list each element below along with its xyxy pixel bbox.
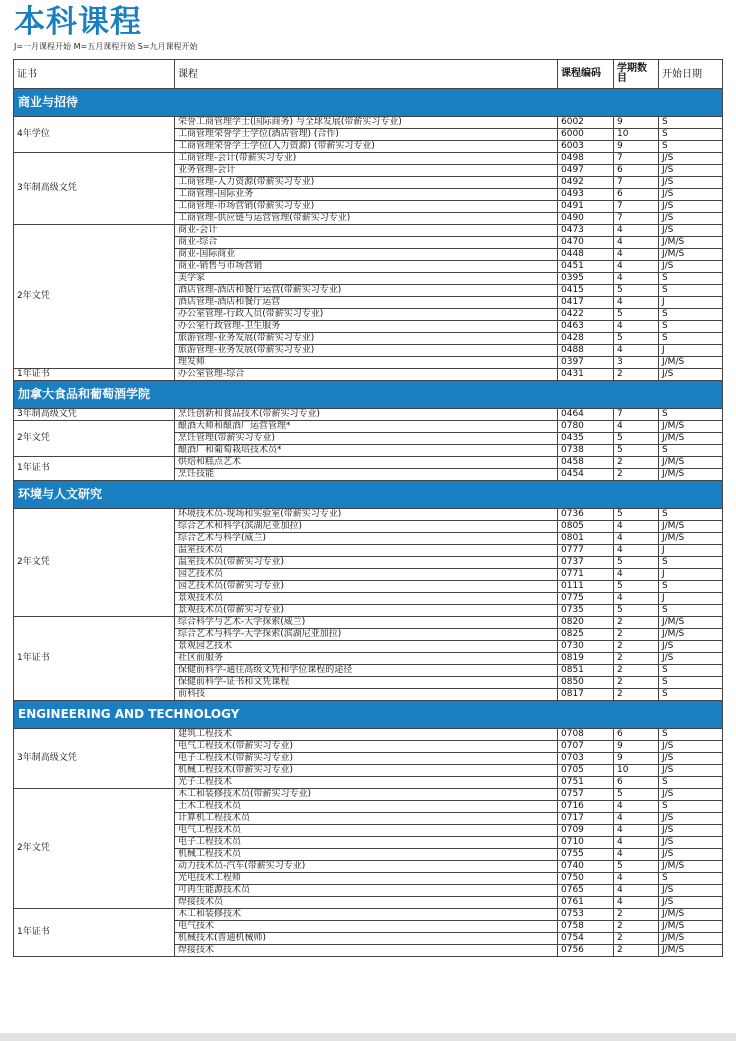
semesters-cell: 5 [614,861,659,873]
course-code-cell: 6002 [558,117,614,129]
start-date-cell: S [659,557,723,569]
credential-cell: 2年文凭 [14,509,175,617]
course-code-cell: 0740 [558,861,614,873]
header-credential: 证书 [14,60,175,89]
table-row [14,509,723,521]
course-name-cell: 可再生能源技术员 [175,885,558,897]
course-code-cell: 0435 [558,433,614,445]
section-title: 加拿大食品和葡萄酒学院 [14,381,723,409]
course-code-cell: 0825 [558,629,614,641]
course-name-cell: 前科技 [175,689,558,701]
course-code-cell: 6003 [558,141,614,153]
start-date-cell: S [659,801,723,813]
start-date-cell: S [659,777,723,789]
semesters-cell: 2 [614,909,659,921]
course-name-cell: 商业-会计 [175,225,558,237]
course-code-cell: 0705 [558,765,614,777]
course-name-cell: 办公室管理-行政人员(带薪实习专业) [175,309,558,321]
semesters-cell: 4 [614,569,659,581]
course-name-cell: 景观技术员(带薪实习专业) [175,605,558,617]
header-course: 课程 [175,60,558,89]
course-name-cell: 光电技术工程师 [175,873,558,885]
semesters-cell: 5 [614,445,659,457]
start-date-cell: J/M/S [659,421,723,433]
semesters-cell: 4 [614,225,659,237]
course-code-cell: 0709 [558,825,614,837]
semesters-cell: 7 [614,153,659,165]
course-code-cell: 0780 [558,421,614,433]
course-name-cell: 美学家 [175,273,558,285]
course-name-cell: 社区前服务 [175,653,558,665]
course-name-cell: 计算机工程技术员 [175,813,558,825]
semesters-cell: 6 [614,189,659,201]
semesters-cell: 4 [614,249,659,261]
course-code-cell: 0428 [558,333,614,345]
course-code-cell: 0754 [558,933,614,945]
semesters-cell: 6 [614,729,659,741]
semesters-cell: 4 [614,345,659,357]
course-code-cell: 0751 [558,777,614,789]
course-name-cell: 工商管理-国际业务 [175,189,558,201]
course-code-cell: 0397 [558,357,614,369]
start-date-cell: J/S [659,641,723,653]
start-date-cell: S [659,409,723,421]
semesters-cell: 4 [614,545,659,557]
semesters-cell: 2 [614,369,659,381]
course-code-cell: 0703 [558,753,614,765]
semesters-cell: 5 [614,433,659,445]
credential-cell: 3年制高级文凭 [14,409,175,421]
course-code-cell: 0431 [558,369,614,381]
course-code-cell: 0765 [558,885,614,897]
course-code-cell: 0775 [558,593,614,605]
course-name-cell: 业务管理-会计 [175,165,558,177]
start-date-cell: S [659,117,723,129]
semesters-cell: 2 [614,457,659,469]
course-code-cell: 0497 [558,165,614,177]
semesters-cell: 4 [614,521,659,533]
semesters-cell: 10 [614,129,659,141]
course-name-cell: 焊接技术 [175,945,558,957]
semesters-cell: 9 [614,753,659,765]
semesters-cell: 5 [614,789,659,801]
course-table [13,59,723,957]
start-date-cell: J [659,297,723,309]
table-row [14,369,723,381]
credential-cell: 2年文凭 [14,225,175,369]
table-row [14,457,723,469]
course-name-cell: 景观技术员 [175,593,558,605]
course-code-cell: 0454 [558,469,614,481]
course-name-cell: 商业-销售与市场营销 [175,261,558,273]
course-name-cell: 园艺技术员(带薪实习专业) [175,581,558,593]
course-code-cell: 0422 [558,309,614,321]
semesters-cell: 2 [614,677,659,689]
start-date-cell: J/S [659,153,723,165]
course-code-cell: 0735 [558,605,614,617]
start-date-cell: J [659,545,723,557]
course-code-cell: 0708 [558,729,614,741]
semesters-cell: 4 [614,897,659,909]
semesters-cell: 5 [614,309,659,321]
start-date-cell: S [659,729,723,741]
start-date-cell: S [659,689,723,701]
course-name-cell: 机械工程技术(带薪实习专业) [175,765,558,777]
credential-cell: 3年制高级文凭 [14,153,175,225]
course-name-cell: 木工和装修技术 [175,909,558,921]
course-code-cell: 0490 [558,213,614,225]
start-date-cell: J/M/S [659,357,723,369]
start-date-cell: S [659,509,723,521]
course-name-cell: 烹饪创新和食品技术(带薪实习专业) [175,409,558,421]
start-date-cell: J/M/S [659,945,723,957]
table-row [14,117,723,129]
course-code-cell: 0710 [558,837,614,849]
course-code-cell: 0817 [558,689,614,701]
course-name-cell: 焊接技术员 [175,897,558,909]
start-date-cell: J/S [659,177,723,189]
course-name-cell: 工商管理荣誉学士学位(人力资源) (带薪实习专业) [175,141,558,153]
credential-cell: 1年证书 [14,617,175,701]
start-date-cell: J/M/S [659,469,723,481]
start-date-cell: J/M/S [659,617,723,629]
course-code-cell: 0415 [558,285,614,297]
section-title: 商业与招待 [14,89,723,117]
semesters-cell: 7 [614,409,659,421]
course-name-cell: 电子工程技术员 [175,837,558,849]
table-row [14,789,723,801]
start-date-cell: J/S [659,225,723,237]
course-code-cell: 0730 [558,641,614,653]
start-date-cell: J [659,345,723,357]
course-code-cell: 0111 [558,581,614,593]
course-name-cell: 环境技术员-现场和实验室(带薪实习专业) [175,509,558,521]
table-row [14,729,723,741]
course-name-cell: 理发师 [175,357,558,369]
course-name-cell: 烘焙和糕点艺术 [175,457,558,469]
table-row [14,409,723,421]
course-name-cell: 商业-国际商业 [175,249,558,261]
course-name-cell: 综合艺术与科学(威兰) [175,533,558,545]
start-date-cell: J [659,569,723,581]
course-code-cell: 0707 [558,741,614,753]
course-name-cell: 酿酒厂和葡萄栽培技术员* [175,445,558,457]
course-name-cell: 电气技术 [175,921,558,933]
course-code-cell: 0492 [558,177,614,189]
start-date-cell: J/S [659,849,723,861]
course-code-cell: 0491 [558,201,614,213]
start-date-cell: J/S [659,789,723,801]
course-code-cell: 0851 [558,665,614,677]
semesters-cell: 7 [614,213,659,225]
course-code-cell: 0448 [558,249,614,261]
course-code-cell: 0820 [558,617,614,629]
start-date-cell: S [659,873,723,885]
course-name-cell: 保健前科学-证书和文凭课程 [175,677,558,689]
semesters-cell: 4 [614,873,659,885]
semesters-cell: 5 [614,333,659,345]
page-title: 本科课程 [14,4,142,40]
table-row [14,153,723,165]
start-date-cell: J/S [659,189,723,201]
semesters-cell: 5 [614,605,659,617]
semesters-cell: 9 [614,741,659,753]
semesters-cell: 9 [614,117,659,129]
semesters-cell: 4 [614,825,659,837]
course-code-cell: 0473 [558,225,614,237]
start-date-cell: J/M/S [659,457,723,469]
course-name-cell: 工商管理荣誉学士学位(酒店管理) (合作) [175,129,558,141]
header-course-code: 课程编码 [558,60,614,89]
start-date-cell: J/M/S [659,237,723,249]
start-date-cell: J/S [659,813,723,825]
course-name-cell: 园艺技术员 [175,569,558,581]
start-date-cell: J/S [659,897,723,909]
course-name-cell: 木工和装修技术员(带薪实习专业) [175,789,558,801]
course-code-cell: 0717 [558,813,614,825]
start-date-cell: J/S [659,885,723,897]
semesters-cell: 4 [614,237,659,249]
course-code-cell: 0819 [558,653,614,665]
course-name-cell: 光子工程技术 [175,777,558,789]
course-name-cell: 办公室管理-综合 [175,369,558,381]
semesters-cell: 4 [614,297,659,309]
start-date-cell: J/S [659,753,723,765]
semesters-cell: 2 [614,653,659,665]
course-code-cell: 0498 [558,153,614,165]
semesters-cell: 5 [614,581,659,593]
course-name-cell: 电子工程技术(带薪实习专业) [175,753,558,765]
semesters-cell: 2 [614,469,659,481]
course-name-cell: 电气工程技术员 [175,825,558,837]
semesters-cell: 4 [614,273,659,285]
course-code-cell: 0771 [558,569,614,581]
course-code-cell: 0761 [558,897,614,909]
course-name-cell: 工商管理-市场营销(带薪实习专业) [175,201,558,213]
start-date-cell: J/S [659,165,723,177]
semesters-cell: 5 [614,509,659,521]
course-name-cell: 温室技术员(带薪实习专业) [175,557,558,569]
course-code-cell: 0755 [558,849,614,861]
course-name-cell: 烹饪技能 [175,469,558,481]
credential-cell: 1年证书 [14,369,175,381]
semesters-cell: 9 [614,141,659,153]
course-code-cell: 0493 [558,189,614,201]
semesters-cell: 6 [614,777,659,789]
section-title: ENGINEERING AND TECHNOLOGY [14,701,723,729]
course-name-cell: 酒店管理-酒店和餐厅运营 [175,297,558,309]
start-date-cell: S [659,321,723,333]
section-header-row [14,701,723,729]
course-code-cell: 0417 [558,297,614,309]
semesters-cell: 2 [614,665,659,677]
course-name-cell: 景观园艺技术 [175,641,558,653]
course-name-cell: 工商管理-会计(带薪实习专业) [175,153,558,165]
start-date-cell: S [659,677,723,689]
start-date-cell: J/S [659,765,723,777]
table-row [14,617,723,629]
start-date-cell: S [659,129,723,141]
course-code-cell: 0801 [558,533,614,545]
section-header-row [14,89,723,117]
credential-cell: 2年文凭 [14,789,175,909]
semesters-cell: 2 [614,641,659,653]
course-code-cell: 0458 [558,457,614,469]
semesters-cell: 7 [614,177,659,189]
semesters-cell: 4 [614,421,659,433]
section-header-row [14,481,723,509]
semesters-cell: 2 [614,629,659,641]
course-code-cell: 0470 [558,237,614,249]
header-semesters: 学期数目 [614,60,659,89]
semesters-cell: 5 [614,557,659,569]
course-name-cell: 工商管理-人力资源(带薪实习专业) [175,177,558,189]
semesters-cell: 4 [614,813,659,825]
start-date-cell: J/M/S [659,521,723,533]
semesters-cell: 2 [614,933,659,945]
start-date-cell: J/S [659,741,723,753]
course-name-cell: 综合艺术和科学(滨湖尼亚加拉) [175,521,558,533]
course-code-cell: 6000 [558,129,614,141]
course-code-cell: 0463 [558,321,614,333]
start-date-cell: J/M/S [659,909,723,921]
semesters-cell: 2 [614,689,659,701]
start-date-cell: S [659,309,723,321]
semesters-cell: 6 [614,165,659,177]
semesters-cell: 2 [614,945,659,957]
table-row [14,421,723,433]
semesters-cell: 4 [614,837,659,849]
start-date-cell: J/S [659,261,723,273]
semesters-cell: 4 [614,533,659,545]
course-name-cell: 土木工程技术员 [175,801,558,813]
semesters-cell: 4 [614,885,659,897]
start-date-cell: J/S [659,825,723,837]
start-date-cell: J/M/S [659,861,723,873]
start-date-cell: S [659,141,723,153]
course-name-cell: 荣誉工商管理学士(国际商务) 与全球发展(带薪实习专业) [175,117,558,129]
semesters-cell: 3 [614,357,659,369]
header-start-date: 开始日期 [659,60,723,89]
course-name-cell: 办公室行政管理-卫生服务 [175,321,558,333]
start-date-cell: S [659,445,723,457]
semesters-cell: 10 [614,765,659,777]
start-date-cell: J/M/S [659,533,723,545]
course-name-cell: 综合科学与艺术-大学探索(威兰) [175,617,558,629]
course-code-cell: 0753 [558,909,614,921]
course-code-cell: 0488 [558,345,614,357]
course-code-cell: 0850 [558,677,614,689]
semesters-cell: 2 [614,617,659,629]
semesters-cell: 4 [614,801,659,813]
course-name-cell: 综合艺术与科学-大学探索(滨湖尼亚加拉) [175,629,558,641]
course-code-cell: 0805 [558,521,614,533]
start-date-cell: J/S [659,837,723,849]
course-name-cell: 商业-综合 [175,237,558,249]
course-code-cell: 0736 [558,509,614,521]
start-date-cell: J/S [659,369,723,381]
start-date-cell: J/S [659,201,723,213]
course-code-cell: 0716 [558,801,614,813]
credential-cell: 4年学位 [14,117,175,153]
semesters-cell: 2 [614,921,659,933]
start-date-cell: S [659,285,723,297]
table-header-row [14,60,723,89]
table-row [14,909,723,921]
course-name-cell: 温室技术员 [175,545,558,557]
course-code-cell: 0737 [558,557,614,569]
credential-cell: 2年文凭 [14,421,175,457]
credential-cell: 3年制高级文凭 [14,729,175,789]
course-code-cell: 0758 [558,921,614,933]
course-code-cell: 0756 [558,945,614,957]
section-title: 环境与人文研究 [14,481,723,509]
start-date-cell: J/M/S [659,249,723,261]
course-code-cell: 0750 [558,873,614,885]
start-date-cell: J/M/S [659,433,723,445]
course-name-cell: 电气工程技术(带薪实习专业) [175,741,558,753]
start-date-cell: J/S [659,653,723,665]
start-date-cell: J/S [659,213,723,225]
start-date-cell: S [659,665,723,677]
semesters-cell: 4 [614,849,659,861]
semesters-cell: 4 [614,261,659,273]
start-date-cell: J/M/S [659,921,723,933]
credential-cell: 1年证书 [14,457,175,481]
course-name-cell: 酿酒大师和酿酒厂运营管理* [175,421,558,433]
semesters-cell: 7 [614,201,659,213]
course-code-cell: 0777 [558,545,614,557]
start-date-cell: J [659,593,723,605]
semesters-cell: 4 [614,593,659,605]
start-date-cell: S [659,273,723,285]
semesters-cell: 5 [614,285,659,297]
course-name-cell: 酒店管理-酒店和餐厅运营(带薪实习专业) [175,285,558,297]
course-name-cell: 保健前科学-通往高级文凭和学位课程的途径 [175,665,558,677]
course-name-cell: 工商管理-供应链与运营管理(带薪实习专业) [175,213,558,225]
course-code-cell: 0757 [558,789,614,801]
start-date-cell: J/M/S [659,629,723,641]
course-code-cell: 0451 [558,261,614,273]
course-name-cell: 动力技术员-汽车(带薪实习专业) [175,861,558,873]
start-date-legend: J=一月课程开始 M=五月课程开始 S=九月课程开始 [14,42,198,51]
footer-bar [0,1033,736,1041]
course-name-cell: 机械工程技术员 [175,849,558,861]
start-date-cell: S [659,333,723,345]
course-code-cell: 0464 [558,409,614,421]
course-name-cell: 建筑工程技术 [175,729,558,741]
course-name-cell: 机械技术(普通机械师) [175,933,558,945]
course-code-cell: 0738 [558,445,614,457]
course-name-cell: 旅游管理-业务发展(带薪实习专业) [175,345,558,357]
course-name-cell: 烹饪管理(带薪实习专业) [175,433,558,445]
course-code-cell: 0395 [558,273,614,285]
course-name-cell: 旅游管理-业务发展(带薪实习专业) [175,333,558,345]
start-date-cell: S [659,605,723,617]
table-row [14,225,723,237]
start-date-cell: S [659,581,723,593]
semesters-cell: 4 [614,321,659,333]
start-date-cell: J/M/S [659,933,723,945]
credential-cell: 1年证书 [14,909,175,957]
section-header-row [14,381,723,409]
